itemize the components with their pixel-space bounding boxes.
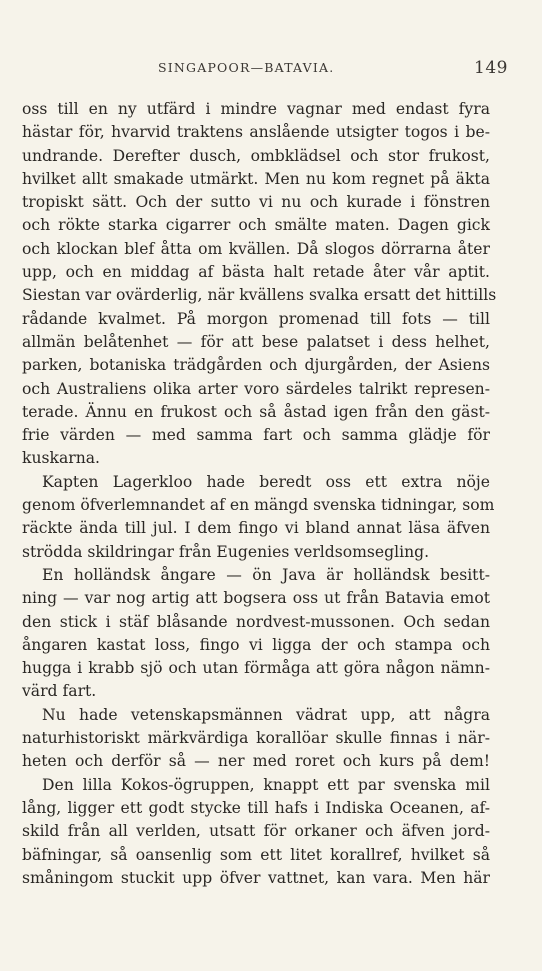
text-line: hugga i krabb sjö och utan förmåga att göra någon nämn-: [22, 659, 490, 678]
text-line: småningom stuckit upp öfver vattnet, kan vara. Men här: [22, 868, 490, 887]
text-line: Den lilla Kokos-ögruppen, knappt ett par svenska mil: [42, 775, 490, 794]
text-line: genom öfverlemnandet af en mängd svenska tidningar, som: [22, 496, 495, 515]
text-line: ning — var nog artig att bogsera oss ut från Batavia emot: [22, 589, 490, 608]
text-line: heten och derför så — ner med roret och kurs på dem!: [22, 752, 490, 771]
text-line: den stick i stäf blåsande nordvest-mussonen. Och sedan: [22, 612, 490, 631]
text-line: hästar för, hvarvid traktens anslående utsigter togos i be-: [22, 123, 490, 142]
text-line: allmän belåtenhet — för att bese palatset i dess helhet,: [22, 332, 490, 351]
text-line: skild från all verlden, utsatt för orkaner och äfven jord-: [22, 822, 490, 841]
text-line: frie värden — med samma fart och samma glädje för: [22, 426, 490, 445]
text-line: rådande kvalmet. På morgon promenad till fots — till: [22, 309, 490, 328]
page-number: 149: [474, 58, 508, 78]
text-line: räckte ända till jul. I dem fingo vi bland annat läsa äfven: [22, 519, 490, 538]
text-line: Kapten Lagerkloo hade beredt oss ett extra nöje: [42, 472, 490, 491]
text-line: Siestan var ovärderlig, när kvällens svalka ersatt det hittills: [22, 286, 497, 305]
text-line: Nu hade vetenskapsmännen vädrat upp, att några: [42, 705, 490, 724]
text-line: och klockan blef åtta om kvällen. Då slogos dörrarna åter: [22, 239, 490, 258]
text-line: En holländsk ångare — ön Java är holländsk besitt-: [42, 565, 490, 584]
text-line: strödda skildringar från Eugenies verldsomsegling.: [22, 542, 430, 561]
text-line: tropiskt sätt. Och der sutto vi nu och kurade i fönstren: [22, 193, 490, 212]
text-line: terade. Ännu en frukost och så åstad igen från den gäst-: [22, 402, 490, 421]
text-line: ångaren kastat loss, fingo vi ligga der och stampa och: [22, 635, 490, 654]
text-line: och rökte starka cigarrer och smälte maten. Dagen gick: [22, 216, 490, 235]
text-line: kuskarna.: [22, 449, 100, 468]
text-line: lång, ligger ett godt stycke till hafs i Indiska Oceanen, af-: [22, 798, 490, 817]
text-line: bäfningar, så oansenlig som ett litet korallref, hvilket så: [22, 845, 490, 864]
text-line: hvilket allt smakade utmärkt. Men nu kom regnet på äkta: [22, 169, 490, 188]
running-head: SINGAPOOR—BATAVIA.: [158, 60, 335, 75]
text-line: undrande. Derefter dusch, ombklädsel och stor frukost,: [22, 146, 490, 165]
body-text: [22, 98, 497, 890]
text-line: naturhistoriskt märkvärdiga korallöar skulle finnas i när-: [22, 729, 490, 748]
text-line: och Australiens olika arter voro särdeles talrikt represen-: [22, 379, 490, 398]
text-line: värd fart.: [22, 682, 97, 701]
text-line: upp, och en middag af bästa halt retade åter vår aptit.: [22, 263, 490, 282]
text-line: oss till en ny utfärd i mindre vagnar med endast fyra: [22, 100, 490, 118]
text-line: parken, botaniska trädgården och djurgården, der Asiens: [22, 356, 490, 375]
page-header: [0, 58, 542, 82]
